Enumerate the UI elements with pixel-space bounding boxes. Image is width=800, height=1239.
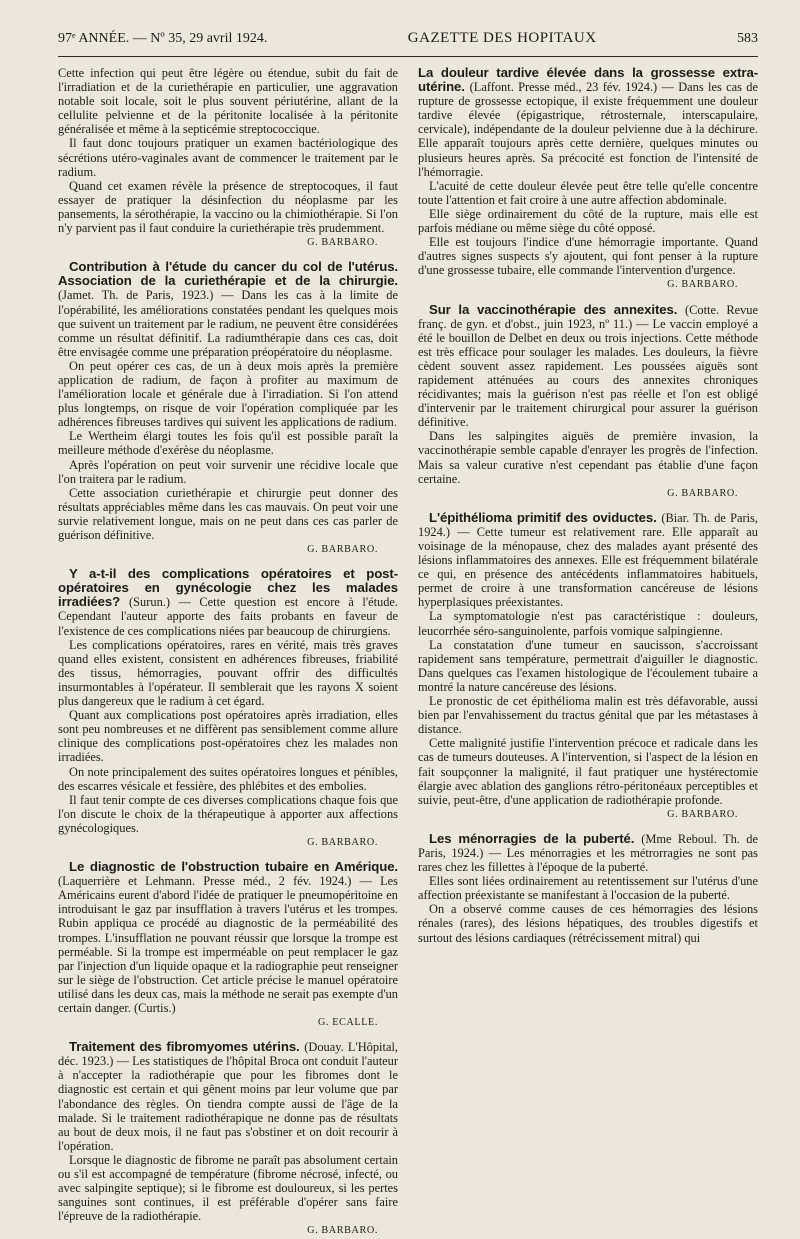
paragraph-text: Cette malignité justifie l'intervention précoce et radicale dans les cas de tumeurs douteuses. A l'intervention, si l'aspect de la lésion en fait soupçonner la malignité, il faut pratiquer une hystérectomie élargie avec ablation des ganglions rétro-péritonéaux perceptibles et suivie, peut-être, d'une application de radiothérapie profonde. bbox=[418, 736, 758, 807]
article-paragraph bbox=[418, 832, 758, 874]
article-reference: (Cotte. Revue franç. de gyn. et d'obst., juin 1923, nº 11.) — bbox=[418, 302, 758, 331]
paragraph-text: Elle siège ordinairement du côté de la rupture, mais elle est parfois médiane ou même siège du côté opposé. bbox=[418, 206, 758, 236]
article-paragraph bbox=[418, 303, 758, 430]
article-paragraph bbox=[58, 486, 398, 542]
article bbox=[58, 1040, 398, 1238]
article-heading: L'épithélioma primitif des oviductes. bbox=[429, 509, 662, 525]
right-column bbox=[418, 66, 758, 1111]
author-signature: G. ECALLE. bbox=[317, 1017, 378, 1029]
left-column bbox=[58, 66, 398, 1237]
paragraph-text: Le Wertheim élargi toutes les fois qu'il est possible paraît la meilleure méthode d'exérèse du néoplasme. bbox=[58, 429, 398, 458]
paragraph-text: Les complications opératoires, rares en vérité, mais très graves quand elles existent, consistent en adhérences fibreuses, friabilité des tissus, hémorragies, pouvant offrir des difficultés insurmontables à l'opérateur. Il semblerait que les rayons X soient plus dangereux que le radium à cet égard. bbox=[58, 637, 398, 709]
paragraph-text: La symptomatologie n'est pas caractéristique : douleurs, leucorrhée séro-sanguinolente, parfois vomique salpingienne. bbox=[418, 609, 758, 638]
journal-title: GAZETTE DES HOPITAUX bbox=[407, 30, 597, 46]
paragraph-text: L'acuité de cette douleur élevée peut être telle qu'elle concentre toute l'attention et fait croire à une autre affection abdominale. bbox=[418, 178, 758, 207]
paragraph-text: On a observé comme causes de ces hémorragies des lésions rénales (rares), des lésions hépatiques, des troubles digestifs et surtout des lésions cardiaques (rétrécissement mitral) qui bbox=[418, 902, 758, 945]
paragraph-text: Dans les salpingites aiguës de première invasion, la vaccinothérapie semble capable d'enrayer les progrès de l'infection. Mais sa valeur curative n'est cependant pas établie d'une façon certaine. bbox=[418, 429, 758, 486]
article-reference: (Douay. L'Hôpital, déc. 1923.) — bbox=[58, 1040, 398, 1069]
article-reference: (Laquerrière et Lehmann. Presse méd., 2 fév. 1924.) — bbox=[58, 874, 381, 889]
paragraph-text: Le pronostic de cet épithélioma malin est très défavorable, aussi bien par l'envahissement du tractus génital que par les métastases à distance. bbox=[418, 694, 758, 737]
article-paragraph bbox=[58, 66, 398, 136]
paragraph-text: Elle est toujours l'indice d'une hémorragie importante. Quand d'autres signes suspects s'y ajoutent, qui font penser à la rupture d'une grossesse tubaire, elle commande l'intervention d'urgence. bbox=[418, 235, 758, 278]
article-paragraph bbox=[58, 793, 398, 835]
article-paragraph bbox=[58, 359, 398, 429]
article-paragraph bbox=[418, 902, 758, 944]
article-paragraph bbox=[58, 1153, 398, 1223]
article-heading: Traitement des fibromyomes utérins. bbox=[69, 1039, 305, 1055]
article-heading: Contribution à l'étude du cancer du col de l'utérus. Association de la curiethérapie et de la chirurgie. bbox=[58, 259, 398, 289]
article-paragraph bbox=[58, 136, 398, 178]
article-paragraph bbox=[418, 694, 758, 736]
author-signature: G. BARBARO. bbox=[667, 487, 738, 499]
author-signature: G. BARBARO. bbox=[307, 544, 378, 556]
paragraph-text: Il faut tenir compte de ces diverses complications chaque fois que l'on discute le choix de la thérapeutique à apporter aux affections gynécologiques. bbox=[58, 792, 398, 835]
article-paragraph bbox=[418, 609, 758, 637]
article-paragraph bbox=[418, 235, 758, 277]
header-rule bbox=[58, 56, 758, 57]
paragraph-text: Il faut donc toujours pratiquer un examen bactériologique des sécrétions utéro-vaginales avant de commencer le traitement par le radium. bbox=[58, 136, 398, 179]
author-signature: G. BARBARO. bbox=[307, 237, 378, 249]
paragraph-text: Cette association curiethérapie et chirurgie peut donner des résultats appréciables même dans les cas mauvais. On peut voir une survie relativement longue, mais on ne peut dans ces cas parler de guérison définitive. bbox=[58, 485, 398, 542]
article-heading: Les ménorragies de la puberté. bbox=[429, 830, 642, 846]
paragraph-text: Elles sont liées ordinairement au retentissement sur l'utérus d'une affection préexistante se manifestant à l'occasion de la puberté. bbox=[418, 874, 758, 903]
article bbox=[418, 66, 758, 293]
article-reference: (Surun.) — bbox=[129, 595, 200, 610]
paragraph-text: Quand cet examen révèle la présence de streptocoques, il faut essayer de pratiquer la désinfection du néoplasme par les pansements, la sérothérapie, la vaccino ou la chimiothérapie. Si l'on n'y parvient pas il faut conduire la curiethérapie très prudemment. bbox=[58, 178, 398, 236]
author-signature: G. BARBARO. bbox=[307, 1225, 378, 1237]
page-header bbox=[58, 30, 758, 52]
article-heading: Y a-t-il des complications opératoires et post-opératoires en gynécologie chez les malades irradiées? bbox=[58, 566, 398, 610]
article-paragraph bbox=[58, 1040, 398, 1153]
article-paragraph bbox=[418, 179, 758, 207]
article bbox=[58, 66, 398, 250]
paragraph-text: Dans les cas de rupture de grossesse ectopique, il existe fréquemment une douleur tardive élevée (épigastrique, rétrosternale, interscapulaire, cervicale), indépendante de la douleur pelvienne due à la déchirure. Elle apparaît toujours après cette dernière, quelques minutes ou plusieurs heures après. Sa précocité est fonction de l'intensité de l'hémorragie. bbox=[418, 80, 758, 179]
paragraph-text: Cette question est encore à l'étude. Cependant l'auteur apporte des faits probants en faveur de l'existence de ces complications niées par beaucoup de chirurgiens. bbox=[58, 595, 398, 638]
article-paragraph bbox=[418, 736, 758, 806]
paragraph-text: On note principalement des suites opératoires longues et pénibles, des escarres vésicale et fessière, des phlébites et des embolies. bbox=[58, 764, 398, 793]
article-paragraph bbox=[418, 638, 758, 694]
article-paragraph bbox=[418, 511, 758, 610]
author-signature: G. BARBARO. bbox=[667, 808, 738, 820]
paragraph-text: Le vaccin employé a été le bouillon de Delbet en deux ou trois injections. Cette méthode est très efficace pour soulager les malades. Les douleurs, la fièvre cèdent souvent assez rapidement. Les poussées aiguës sont rapidement atténuées au cours des annexites chroniques récidivantes; mais la guérison n'est pas réelle et l'on est obligé d'intervenir par le traitement chirurgical pour assurer la guérison définitive. bbox=[418, 316, 759, 430]
article-paragraph bbox=[58, 708, 398, 764]
article-reference: (Biar. Th. de Paris, 1924.) — bbox=[418, 510, 758, 539]
issue-line: 97ᵉ ANNÉE. — Nº 35, 29 avril 1924. bbox=[58, 31, 268, 46]
article bbox=[418, 511, 758, 822]
article-paragraph bbox=[418, 874, 758, 902]
article-reference: (Mme Reboul. Th. de Paris, 1924.) — bbox=[418, 831, 759, 860]
article-paragraph bbox=[58, 179, 398, 235]
paragraph-text: Dans les cas à la limite de l'opérabilité, les améliorations constatées pendant les quelques mois que suivent un traitement par le radium, ne peuvent être considérées comme un résultat définitif. La radiumthérapie dans ces cas, doit être envisagée comme une préparation préopératoire du néoplasme. bbox=[58, 288, 398, 359]
article-heading: Le diagnostic de l'obstruction tubaire en Amérique. bbox=[69, 859, 398, 875]
article-paragraph bbox=[58, 260, 398, 359]
article-heading: Sur la vaccinothérapie des annexites. bbox=[429, 301, 685, 317]
article-paragraph bbox=[58, 638, 398, 708]
paragraph-text: Les ménorragies et les métrorragies ne sont pas rares chez les fillettes à l'époque de la puberté. bbox=[418, 845, 759, 875]
article bbox=[418, 832, 758, 945]
article bbox=[418, 303, 758, 501]
article-paragraph bbox=[418, 207, 758, 235]
article bbox=[58, 567, 398, 850]
paragraph-text: Quant aux complications post opératoires après irradiation, elles sont peu nombreuses et ne diffèrent pas sensiblement comme allure clinique des complications post-opératoires chez les malades non irradiées. bbox=[58, 708, 398, 765]
paragraph-text: Lorsque le diagnostic de fibrome ne paraît pas absolument certain ou s'il est accompagné de température (fibrome nécrosé, infecté, ou avec salpingite septique); si le fibrome est douloureux, si les pertes sanguines sont continues, il est préférable d'opérer sans faire l'épreuve de la radiothérapie. bbox=[58, 1152, 398, 1224]
article-paragraph bbox=[418, 66, 758, 179]
article-paragraph bbox=[58, 458, 398, 486]
article-paragraph bbox=[58, 429, 398, 457]
article-heading: La douleur tardive élevée dans la grossesse extra-utérine. bbox=[418, 65, 758, 95]
article-paragraph bbox=[418, 429, 758, 485]
paragraph-text: Les statistiques de l'hôpital Broca ont conduit l'auteur à n'accepter la radiothérapie que pour les fibromes dont le diagnostic est certain et qui gênent moins par leur volume que par l'abondance des règles. On tiendra compte aussi de l'âge de la malade. Si le traitement radiothérapique ne donne pas de résultats au bout de deux mois, il ne faut pas s'obstiner et on doit recourir à l'opération. bbox=[58, 1054, 398, 1153]
article-paragraph bbox=[58, 765, 398, 793]
author-signature: G. BARBARO. bbox=[307, 836, 378, 848]
paragraph-text: La constatation d'une tumeur en saucisson, s'accroissant rapidement sans température, permettrait d'aiguiller le diagnostic. Dans quelques cas l'examen histologique de l'écoulement tubaire a montré la nature cancéreuse des lésions. bbox=[418, 637, 758, 694]
article bbox=[58, 260, 398, 557]
author-signature: G. BARBARO. bbox=[667, 279, 738, 291]
article-paragraph bbox=[58, 860, 398, 1015]
paragraph-text: Après l'opération on peut voir survenir une récidive locale que l'on traitera par le radium. bbox=[58, 457, 398, 486]
article-paragraph bbox=[58, 567, 398, 637]
article-reference: (Laffont. Presse méd., 23 fév. 1924.) — bbox=[469, 80, 679, 95]
page-number: 583 bbox=[736, 31, 758, 46]
paragraph-text: Cette tumeur est relativement rare. Elle apparaît au voisinage de la ménopause, chez des malades ayant présenté des lésions inflammatoires des annexes. Elle est fréquemment bilatérale ce qui, en présence des antécédents inflammatoires habituels, permet de croire à une transformation cancéreuse de lésions hyperplasiques préexistantes. bbox=[418, 524, 759, 610]
article bbox=[58, 860, 398, 1030]
paragraph-text: Cette infection qui peut être légère ou étendue, subit du fait de l'irradiation et de la curiethérapie en particulier, une aggravation notable soit locale, soit le plus souvent périutérine, allant de la cellulite pelvienne et de la péritonite localisée à la péritonite généralisée et même à la septicémie streptococcique. bbox=[58, 66, 398, 137]
paragraph-text: Les Américains eurent d'abord l'idée de pratiquer le pneumopéritoine en introduisant le gaz par insufflation à travers l'utérus et les trompes. Rubin appliqua ce procédé au diagnostic de la perméabilité des trompes. L'insufflation ne pouvant réussir que lorsque la trompe est perméable. Si la trompe est imperméable on peut remplacer le gaz par l'injection d'un liquide opaque et la radiographie peut renseigner sur le siège de l'obstruction. Cet article précise le manuel opératoire utilisé dans les deux cas, mais la méthode ne serait pas exempte d'un certain danger. (Curtis.) bbox=[58, 874, 398, 1015]
article-reference: (Jamet. Th. de Paris, 1923.) — bbox=[58, 288, 242, 303]
paragraph-text: On peut opérer ces cas, de un à deux mois après la première application de radium, de façon à profiter au maximum de l'amélioration locale et générale due à l'irradiation. Si l'on attend plus longtemps, on risque de voir l'opération compliquée par les adhérences fibreuses tardives qui suivent les applications de radium. bbox=[58, 358, 398, 430]
